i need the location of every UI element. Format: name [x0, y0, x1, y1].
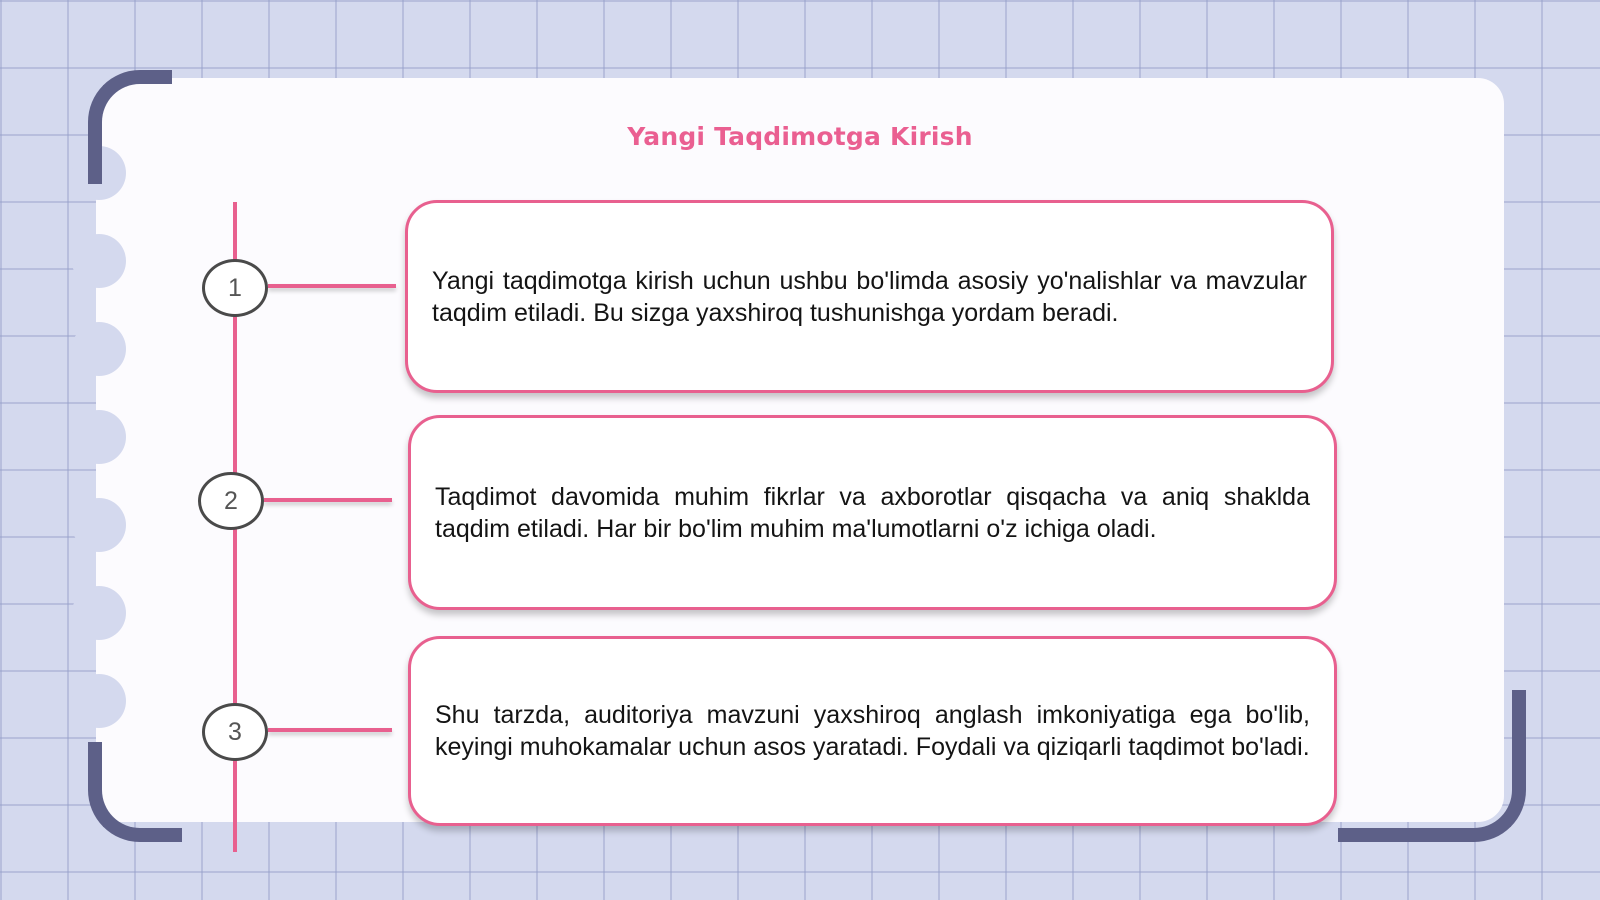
corner-bracket-top-left: [88, 70, 172, 184]
corner-bracket-bottom-left: [88, 742, 182, 842]
step-card-text: Yangi taqdimotga kirish uchun ushbu bo'limda asosiy yo'nalishlar va mavzular taqdim etiladi. Bu sizga yaxshiroq tushunishga yordam beradi.: [432, 266, 1307, 327]
step-number-badge: 2: [198, 472, 264, 530]
paper-tab-cutout: [72, 674, 126, 728]
step-card: [405, 200, 1334, 393]
paper-tab-cutout: [72, 234, 126, 288]
corner-bracket-bottom-right: [1338, 690, 1526, 842]
paper-tab-cutout: [72, 322, 126, 376]
slide-title: Yangi Taqdimotga Kirish: [627, 122, 973, 151]
timeline-connector: [268, 284, 396, 288]
step-card-text: Taqdimot davomida muhim fikrlar va axborotlar qisqacha va aniq shaklda taqdim etiladi. Har bir bo'lim muhim ma'lumotlarni o'z ichiga oladi.: [435, 482, 1310, 543]
paper-tab-cutout: [72, 498, 126, 552]
timeline-connector: [268, 728, 392, 732]
step-number-badge: 1: [202, 259, 268, 317]
timeline-connector: [264, 498, 392, 502]
paper-tab-cutout: [72, 586, 126, 640]
step-number-badge: 3: [202, 703, 268, 761]
step-card-text: Shu tarzda, auditoriya mavzuni yaxshiroq anglash imkoniyatiga ega bo'lib, keyingi muhokamalar uchun asos yaratadi. Foydali va qiziqarli taqdimot bo'ladi.: [435, 701, 1310, 761]
step-card: [408, 636, 1337, 826]
step-card: [408, 415, 1337, 610]
paper-tab-cutout: [72, 410, 126, 464]
